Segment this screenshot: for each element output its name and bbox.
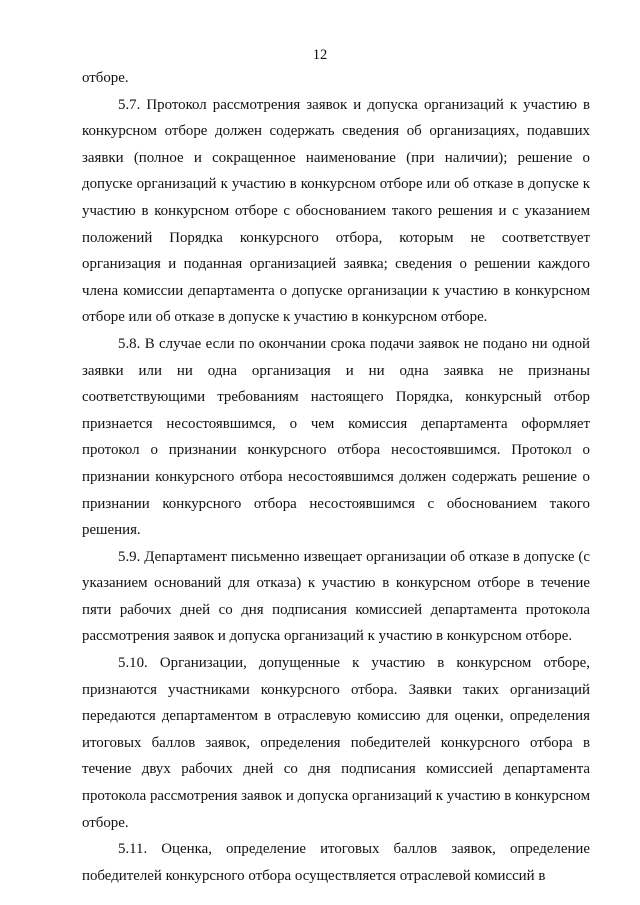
paragraph-5-8: 5.8. В случае если по окончании срока подачи заявок не подано ни одной заявки или ни одна организация и ни одна заявка не признаны соответствующими требованиям настоящего Порядка, конкурсный отбор признается несостоявшимся, о чем комиссия департамента оформляет протокол о признании конкурсного отбора несостоявшимся. Протокол о признании конкурсного отбора несостоявшимся должен содержать решение о признании конкурсного отбора несостоявшимся с обоснованием такого решения. <box>82 335 590 539</box>
paragraph-5-7: 5.7. Протокол рассмотрения заявок и допуска организаций к участию в конкурсном отборе должен содержать сведения об организациях, подавших заявки (полное и сокращенное наименование (при наличии); решение о допуске организаций к участию в конкурсном отборе или об отказе в допуске к участию в конкурсном отборе с обоснованием такого решения и с указанием положений Порядка конкурсного отбора, которым не соответствует организация и поданная организацией заявка; сведения о решении каждого члена комиссии департамента о допуске организации к участию в конкурсном отборе или об отказе в допуске к участию в конкурсном отборе. <box>82 96 590 326</box>
document-body <box>82 65 590 889</box>
paragraph-5-9: 5.9. Департамент письменно извещает организации об отказе в допуске (с указанием оснований для отказа) к участию в конкурсном отборе в течение пяти рабочих дней со дня подписания комиссией департамента протокола рассмотрения заявок и допуска организаций к участию в конкурсном отборе. <box>82 548 590 645</box>
paragraph-5-10: 5.10. Организации, допущенные к участию в конкурсном отборе, признаются участниками конкурсного отбора. Заявки таких организаций передаются департаментом в отраслевую комиссию для оценки, определения итоговых баллов заявок, определения победителей конкурсного отбора в течение двух рабочих дней со дня подписания комиссией департамента протокола рассмотрения заявок и допуска организаций к участию в конкурсном отборе. <box>82 655 590 831</box>
paragraph-continuation: отборе. <box>82 70 129 86</box>
paragraph-5-11: 5.11. Оценка, определение итоговых баллов заявок, определение победителей конкурсного отбора осуществляется отраслевой комиссий в <box>82 841 590 884</box>
page-number: 12 <box>312 47 328 63</box>
